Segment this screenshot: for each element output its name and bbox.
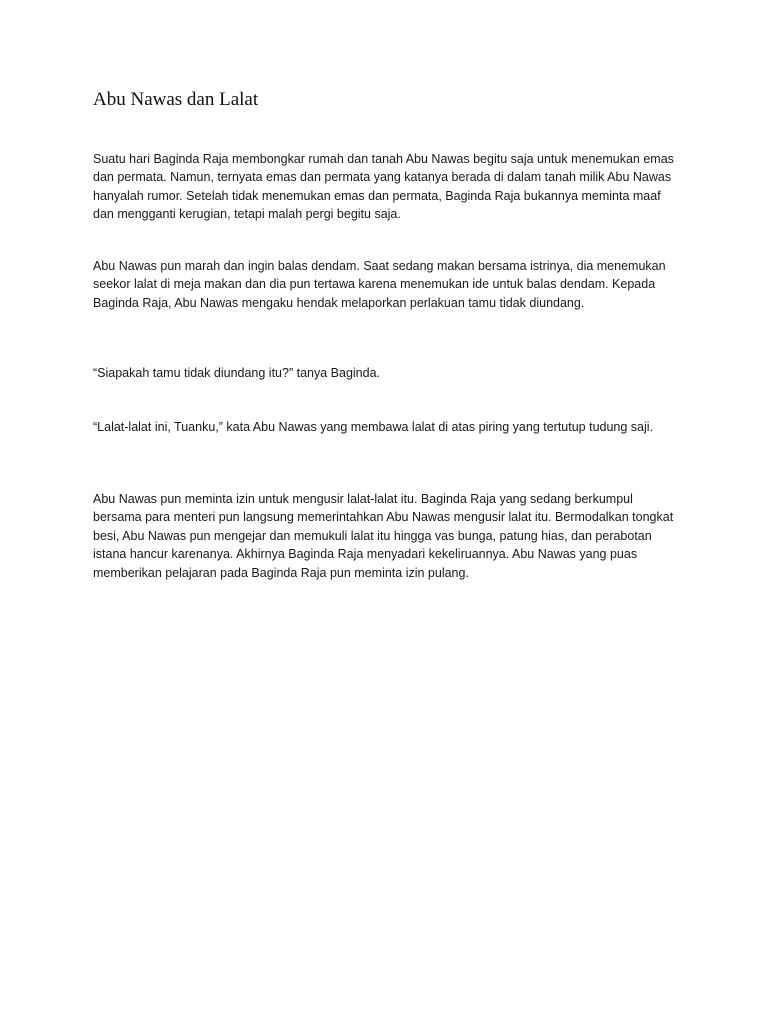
paragraph-5: Abu Nawas pun meminta izin untuk mengusir lalat-lalat itu. Baginda Raja yang sedang berkumpul bersama para menteri pun langsung memerintahkan Abu Nawas mengusir lalat itu. Bermodalkan tongkat besi, Abu Nawas pun mengejar dan memukuli lalat itu hingga vas bunga, patung hias, dan perabotan istana hancur karenanya. Akhirnya Baginda Raja menyadari kekeliruannya. Abu Nawas yang puas memberikan pelajaran pada Baginda Raja pun meminta izin pulang. [93,492,674,580]
paragraph-2: Abu Nawas pun marah dan ingin balas dendam. Saat sedang makan bersama istrinya, dia menemukan seekor lalat di meja makan dan dia pun tertawa karena menemukan ide untuk balas dendam. Kepada Baginda Raja, Abu Nawas mengaku hendak melaporkan perlakuan tamu tidak diundang. [93,259,666,310]
paragraph-4: “Lalat-lalat ini, Tuanku,” kata Abu Nawas yang membawa lalat di atas piring yang tertutup tudung saji. [93,420,654,434]
document-title: Abu Nawas dan Lalat [93,89,259,110]
paragraph-1: Suatu hari Baginda Raja membongkar rumah dan tanah Abu Nawas begitu saja untuk menemukan emas dan permata. Namun, ternyata emas dan permata yang katanya berada di dalam tanah milik Abu Nawas hanyalah rumor. Setelah tidak menemukan emas dan permata, Baginda Raja bukannya meminta maaf dan mengganti kerugian, tetapi malah pergi begitu saja. [93,152,674,222]
paragraph-3: “Siapakah tamu tidak diundang itu?” tanya Baginda. [93,366,380,380]
